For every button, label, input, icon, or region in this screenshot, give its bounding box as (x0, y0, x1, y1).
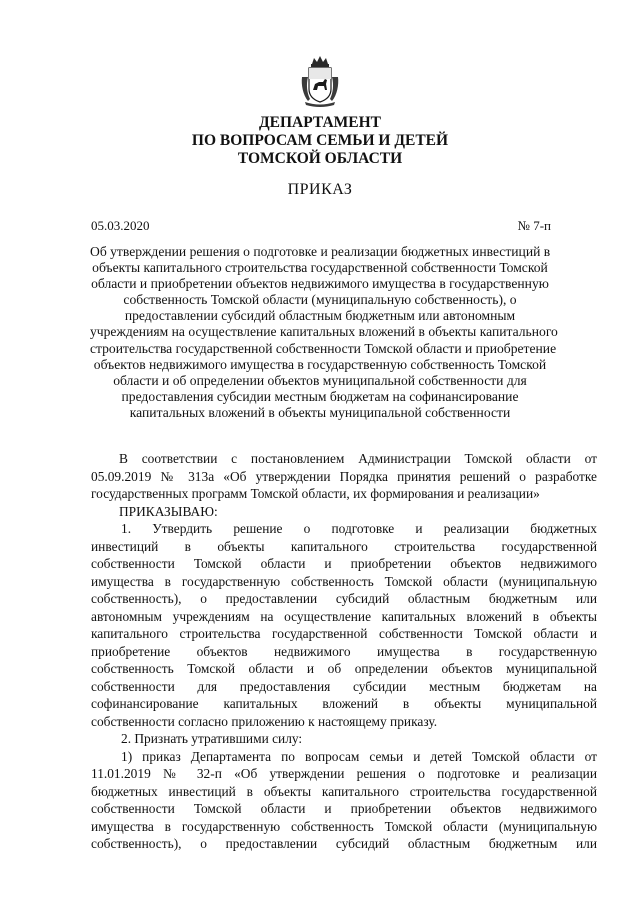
subject-line: предоставлении субсидий областным бюджетным или автономным (124, 308, 516, 324)
subject-line: предоставления субсидии местным бюджетам на софинансирование (121, 388, 519, 404)
item1-line: имущества в государственную собственность Томской области (муниципальную (91, 573, 597, 589)
department-line: ПО ВОПРОСАМ СЕМЬИ И ДЕТЕЙ (191, 132, 449, 149)
item1-line: собственность), о предоставлении субсидий областным бюджетным или (91, 591, 597, 606)
item1-line: собственность Томской области и об определении объектов муниципальной (91, 661, 597, 676)
subject-line: собственность Томской области (муниципальную собственность), о (123, 292, 517, 308)
department-line: ТОМСКОЙ ОБЛАСТИ (237, 150, 403, 167)
item2-1-line: собственности Томской области и приобретении объектов недвижимого (91, 801, 597, 816)
preamble-line: В соответствии с постановлением Администрации Томской области от (119, 451, 597, 466)
department-line: ДЕПАРТАМЕНТ (258, 114, 382, 131)
document-date: 05.03.2020 (91, 218, 150, 233)
item2-1-line: бюджетных инвестиций в объекты капитального строительства государственной (91, 783, 597, 799)
item1-line: софинансирование капитальных вложений в объекты муниципальной (91, 696, 597, 711)
item2-1-line: имущества в государственную собственность Томской области (муниципальную (91, 818, 597, 834)
document-subject (90, 244, 558, 421)
subject-line: объектов недвижимого имущества в государственную собственность Томской (93, 356, 547, 372)
item2-1-line: 11.01.2019 № 32-п «Об утверждении решения о подготовке и реализации (91, 766, 597, 781)
item1-line: собственности согласно приложению к настоящему приказу. (91, 713, 438, 729)
document-type-title: ПРИКАЗ (287, 181, 353, 198)
preamble-line: 05.09.2019 № 313а «Об утверждении Порядка принятия решений о разработке (91, 468, 597, 484)
subject-line: объекты капитального строительства государственной собственности Томской (92, 260, 548, 276)
item1-line: инвестиций в объекты капитального строительства государственной (91, 538, 597, 554)
resolve-heading: ПРИКАЗЫВАЮ: (119, 503, 218, 519)
subject-line: области и приобретении объектов недвижимого имущества в государственную (91, 276, 549, 292)
subject-line: капитальных вложений в объекты муниципальной собственности (129, 404, 511, 420)
item1-line: капитального строительства государственной собственности Томской области и (91, 626, 597, 641)
document-meta (91, 218, 551, 234)
item1-line: собственности для предоставления субсидии местным бюджетам на (91, 678, 597, 694)
subject-line: Об утверждении решения о подготовке и реализации бюджетных инвестиций в (90, 244, 551, 259)
subject-line: строительства государственной собственности Томской области и приобретение (90, 340, 557, 356)
tomsk-oblast-coat-of-arms-icon (300, 55, 340, 107)
item1-line: собственности Томской области и приобретении объектов недвижимого (91, 556, 597, 571)
item1-line: 1. Утвердить решение о подготовке и реализации бюджетных (121, 521, 597, 536)
subject-line: области и об определении объектов муниципальной собственности для (113, 372, 527, 388)
document-number: № 7-п (517, 218, 551, 233)
item2-line: 2. Признать утратившими силу: (121, 731, 303, 746)
item2-1-line: собственность), о предоставлении субсидий областным бюджетным или (91, 836, 597, 851)
item2-1-line: 1) приказ Департамента по вопросам семьи и детей Томской области от (121, 748, 597, 764)
department-title (0, 114, 640, 168)
document-body (91, 450, 597, 853)
preamble-line: государственных программ Томской области, их формирования и реализации» (91, 486, 540, 501)
item1-line: автономным учреждениям на осуществление капитальных вложений в объекты (91, 608, 597, 624)
item1-line: приобретение объектов недвижимого имущества в государственную (91, 643, 597, 659)
subject-line: учреждениям на осуществление капитальных вложений в объекты капитального (90, 324, 558, 340)
